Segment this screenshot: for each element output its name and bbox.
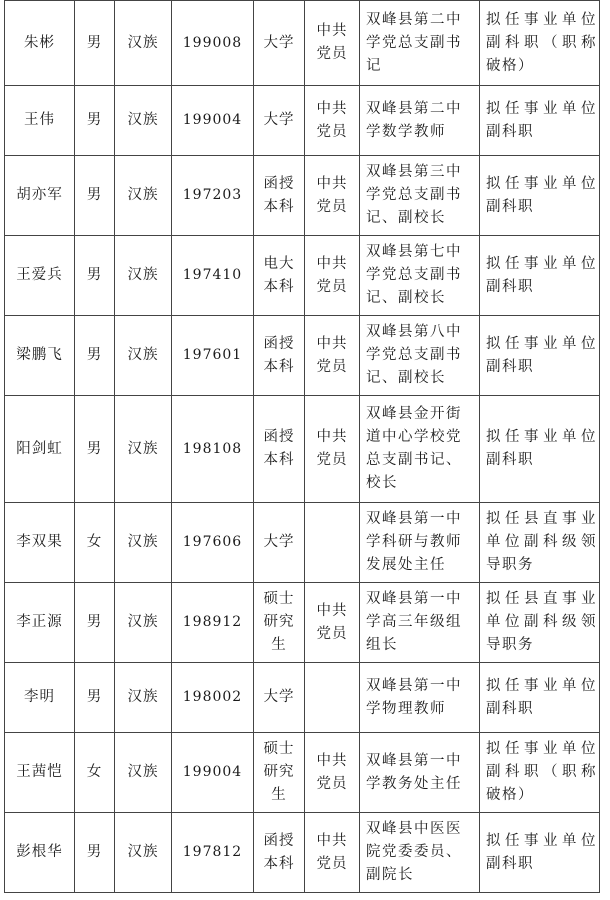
- education-text: 硕士研究生: [263, 591, 295, 653]
- table-row: [5, 316, 600, 396]
- proposed-position-text: 拟任事业单位副科职: [486, 335, 597, 375]
- table-body: [5, 1, 600, 893]
- education-cell: [254, 503, 305, 583]
- current-position-text: 双峰县第七中学党总支副书记、副校长: [366, 244, 462, 306]
- birth-cell: [172, 663, 254, 733]
- education-text: 硕士研究生: [263, 741, 295, 803]
- birth-cell: [172, 86, 254, 156]
- education-cell: [254, 396, 305, 503]
- current-position-text: 双峰县第八中学党总支副书记、副校长: [366, 324, 462, 386]
- current-position-text: 双峰县第一中学科研与教师发展处主任: [366, 511, 462, 573]
- education-text: 电大本科: [263, 255, 295, 295]
- party-cell: [305, 733, 360, 813]
- current-position-text: 双峰县第三中学党总支副书记、副校长: [366, 164, 462, 226]
- gender-cell: [75, 733, 115, 813]
- current-position-text: 双峰县第一中学教务处主任: [366, 752, 462, 792]
- gender-cell: [75, 86, 115, 156]
- current-position-text: 双峰县第一中学物理教师: [366, 677, 462, 717]
- name-cell: [5, 316, 75, 396]
- party-text: 中共党员: [316, 100, 348, 140]
- gender-cell: [75, 396, 115, 503]
- proposed-position-text: 拟任事业单位副科职: [486, 429, 597, 468]
- proposed-position-text: 拟任事业单位副科职: [486, 175, 597, 215]
- name-text: 李明: [24, 689, 55, 705]
- ethnicity-text: 汉族: [127, 440, 159, 457]
- party-text: 中共党员: [316, 429, 348, 468]
- birth-text: 199004: [182, 112, 243, 128]
- birth-text: 197606: [182, 534, 243, 550]
- table-row: [5, 583, 600, 663]
- proposed-position-text: 拟任事业单位副科职（职称破格）: [486, 11, 597, 74]
- current-position-cell: [360, 1, 480, 86]
- party-text: 中共党员: [316, 255, 348, 295]
- current-position-text: 双峰县第二中学党总支副书记: [366, 11, 462, 74]
- current-position-text: 双峰县第一中学高三年级组组长: [366, 591, 462, 653]
- gender-text: 男: [86, 112, 103, 128]
- gender-text: 男: [86, 267, 103, 283]
- current-position-cell: [360, 316, 480, 396]
- education-text: 函授本科: [263, 175, 295, 215]
- name-cell: [5, 583, 75, 663]
- ethnicity-text: 汉族: [127, 534, 159, 550]
- proposed-position-cell: [480, 503, 600, 583]
- birth-cell: [172, 156, 254, 236]
- table-row: [5, 86, 600, 156]
- current-position-text: 双峰县中医医院党委委员、副院长: [366, 821, 462, 883]
- party-cell: [305, 813, 360, 893]
- education-text: 大学: [263, 534, 295, 550]
- proposed-position-cell: [480, 86, 600, 156]
- ethnicity-text: 汉族: [127, 689, 159, 705]
- gender-text: 男: [86, 614, 103, 630]
- table-row: [5, 503, 600, 583]
- candidate-table: [4, 0, 600, 893]
- ethnicity-text: 汉族: [127, 267, 159, 283]
- name-cell: [5, 813, 75, 893]
- gender-cell: [75, 663, 115, 733]
- ethnicity-text: 汉族: [127, 34, 159, 51]
- name-text: 阳剑虹: [16, 440, 63, 457]
- birth-text: 199008: [182, 34, 243, 51]
- gender-cell: [75, 156, 115, 236]
- birth-cell: [172, 316, 254, 396]
- table-row: [5, 156, 600, 236]
- birth-text: 197601: [182, 347, 243, 363]
- table-row: [5, 663, 600, 733]
- current-position-cell: [360, 583, 480, 663]
- birth-cell: [172, 813, 254, 893]
- name-text: 朱彬: [24, 34, 55, 51]
- ethnicity-text: 汉族: [127, 112, 159, 128]
- name-text: 李正源: [16, 614, 63, 630]
- proposed-position-cell: [480, 316, 600, 396]
- proposed-position-cell: [480, 583, 600, 663]
- ethnicity-cell: [115, 156, 172, 236]
- gender-text: 男: [86, 34, 103, 51]
- birth-cell: [172, 396, 254, 503]
- party-cell: [305, 236, 360, 316]
- ethnicity-cell: [115, 396, 172, 503]
- name-cell: [5, 86, 75, 156]
- gender-cell: [75, 236, 115, 316]
- party-text: 中共党员: [316, 752, 348, 792]
- proposed-position-cell: [480, 1, 600, 86]
- gender-text: 男: [86, 347, 103, 363]
- current-position-cell: [360, 236, 480, 316]
- birth-cell: [172, 733, 254, 813]
- name-cell: [5, 156, 75, 236]
- current-position-cell: [360, 86, 480, 156]
- table-row: [5, 813, 600, 893]
- education-cell: [254, 1, 305, 86]
- table-row: [5, 396, 600, 503]
- birth-text: 198912: [182, 614, 243, 630]
- party-cell: [305, 86, 360, 156]
- name-text: 王伟: [24, 112, 55, 128]
- ethnicity-cell: [115, 663, 172, 733]
- ethnicity-cell: [115, 316, 172, 396]
- name-text: 彭根华: [16, 844, 63, 860]
- proposed-position-text: 拟任事业单位副科职（职称破格）: [486, 741, 597, 803]
- party-text: 中共党员: [316, 832, 348, 872]
- proposed-position-cell: [480, 733, 600, 813]
- ethnicity-cell: [115, 1, 172, 86]
- proposed-position-cell: [480, 396, 600, 503]
- party-text: 中共党员: [316, 335, 348, 375]
- education-cell: [254, 663, 305, 733]
- party-cell: [305, 1, 360, 86]
- ethnicity-cell: [115, 503, 172, 583]
- party-text: 中共党员: [316, 175, 348, 215]
- birth-text: 197410: [182, 267, 243, 283]
- birth-text: 199004: [182, 764, 243, 780]
- proposed-position-cell: [480, 156, 600, 236]
- birth-text: 197203: [182, 187, 243, 203]
- education-cell: [254, 813, 305, 893]
- gender-text: 男: [86, 689, 103, 705]
- gender-cell: [75, 316, 115, 396]
- party-cell: [305, 663, 360, 733]
- name-cell: [5, 663, 75, 733]
- proposed-position-cell: [480, 663, 600, 733]
- birth-cell: [172, 583, 254, 663]
- name-text: 王爱兵: [16, 267, 63, 283]
- gender-text: 女: [86, 764, 103, 780]
- current-position-cell: [360, 813, 480, 893]
- proposed-position-text: 拟任县直事业单位副科级领导职务: [486, 591, 597, 653]
- gender-text: 男: [86, 844, 103, 860]
- name-text: 王茜恺: [16, 764, 63, 780]
- birth-cell: [172, 1, 254, 86]
- current-position-cell: [360, 156, 480, 236]
- current-position-cell: [360, 396, 480, 503]
- table-row: [5, 733, 600, 813]
- name-cell: [5, 733, 75, 813]
- name-cell: [5, 503, 75, 583]
- education-cell: [254, 86, 305, 156]
- birth-cell: [172, 236, 254, 316]
- education-cell: [254, 236, 305, 316]
- education-text: 大学: [263, 112, 295, 128]
- education-cell: [254, 316, 305, 396]
- ethnicity-cell: [115, 86, 172, 156]
- birth-cell: [172, 503, 254, 583]
- current-position-text: 双峰县第二中学数学教师: [366, 100, 462, 140]
- current-position-cell: [360, 503, 480, 583]
- name-text: 李双果: [16, 534, 63, 550]
- ethnicity-text: 汉族: [127, 844, 159, 860]
- proposed-position-cell: [480, 236, 600, 316]
- education-text: 函授本科: [263, 429, 295, 468]
- party-text: 中共党员: [316, 602, 348, 642]
- current-position-cell: [360, 663, 480, 733]
- education-text: 函授本科: [263, 832, 295, 872]
- proposed-position-cell: [480, 813, 600, 893]
- ethnicity-text: 汉族: [127, 764, 159, 780]
- party-text: 中共党员: [316, 23, 348, 62]
- current-position-cell: [360, 733, 480, 813]
- table-row: [5, 236, 600, 316]
- education-text: 函授本科: [263, 335, 295, 375]
- ethnicity-text: 汉族: [127, 187, 159, 203]
- party-cell: [305, 503, 360, 583]
- proposed-position-text: 拟任事业单位副科职: [486, 677, 597, 717]
- name-cell: [5, 236, 75, 316]
- birth-text: 198002: [182, 689, 243, 705]
- party-cell: [305, 316, 360, 396]
- birth-text: 197812: [182, 844, 243, 860]
- gender-cell: [75, 503, 115, 583]
- party-cell: [305, 396, 360, 503]
- party-cell: [305, 583, 360, 663]
- proposed-position-text: 拟任事业单位副科职: [486, 832, 597, 872]
- education-text: 大学: [263, 689, 295, 705]
- ethnicity-text: 汉族: [127, 347, 159, 363]
- ethnicity-cell: [115, 583, 172, 663]
- name-cell: [5, 396, 75, 503]
- gender-cell: [75, 1, 115, 86]
- name-cell: [5, 1, 75, 86]
- education-cell: [254, 156, 305, 236]
- gender-text: 男: [86, 187, 103, 203]
- education-cell: [254, 583, 305, 663]
- proposed-position-text: 拟任事业单位副科职: [486, 100, 597, 140]
- name-text: 梁鹏飞: [16, 347, 63, 363]
- proposed-position-text: 拟任县直事业单位副科级领导职务: [486, 511, 597, 573]
- gender-text: 男: [86, 440, 103, 457]
- birth-text: 198108: [182, 440, 243, 457]
- party-cell: [305, 156, 360, 236]
- education-text: 大学: [263, 34, 295, 51]
- gender-cell: [75, 813, 115, 893]
- ethnicity-cell: [115, 733, 172, 813]
- gender-cell: [75, 583, 115, 663]
- education-cell: [254, 733, 305, 813]
- gender-text: 女: [86, 534, 103, 550]
- ethnicity-text: 汉族: [127, 614, 159, 630]
- name-text: 胡亦军: [16, 187, 63, 203]
- ethnicity-cell: [115, 236, 172, 316]
- table-row: [5, 1, 600, 86]
- current-position-text: 双峰县金开街道中心学校党总支副书记、校长: [366, 406, 462, 491]
- proposed-position-text: 拟任事业单位副科职: [486, 255, 597, 295]
- ethnicity-cell: [115, 813, 172, 893]
